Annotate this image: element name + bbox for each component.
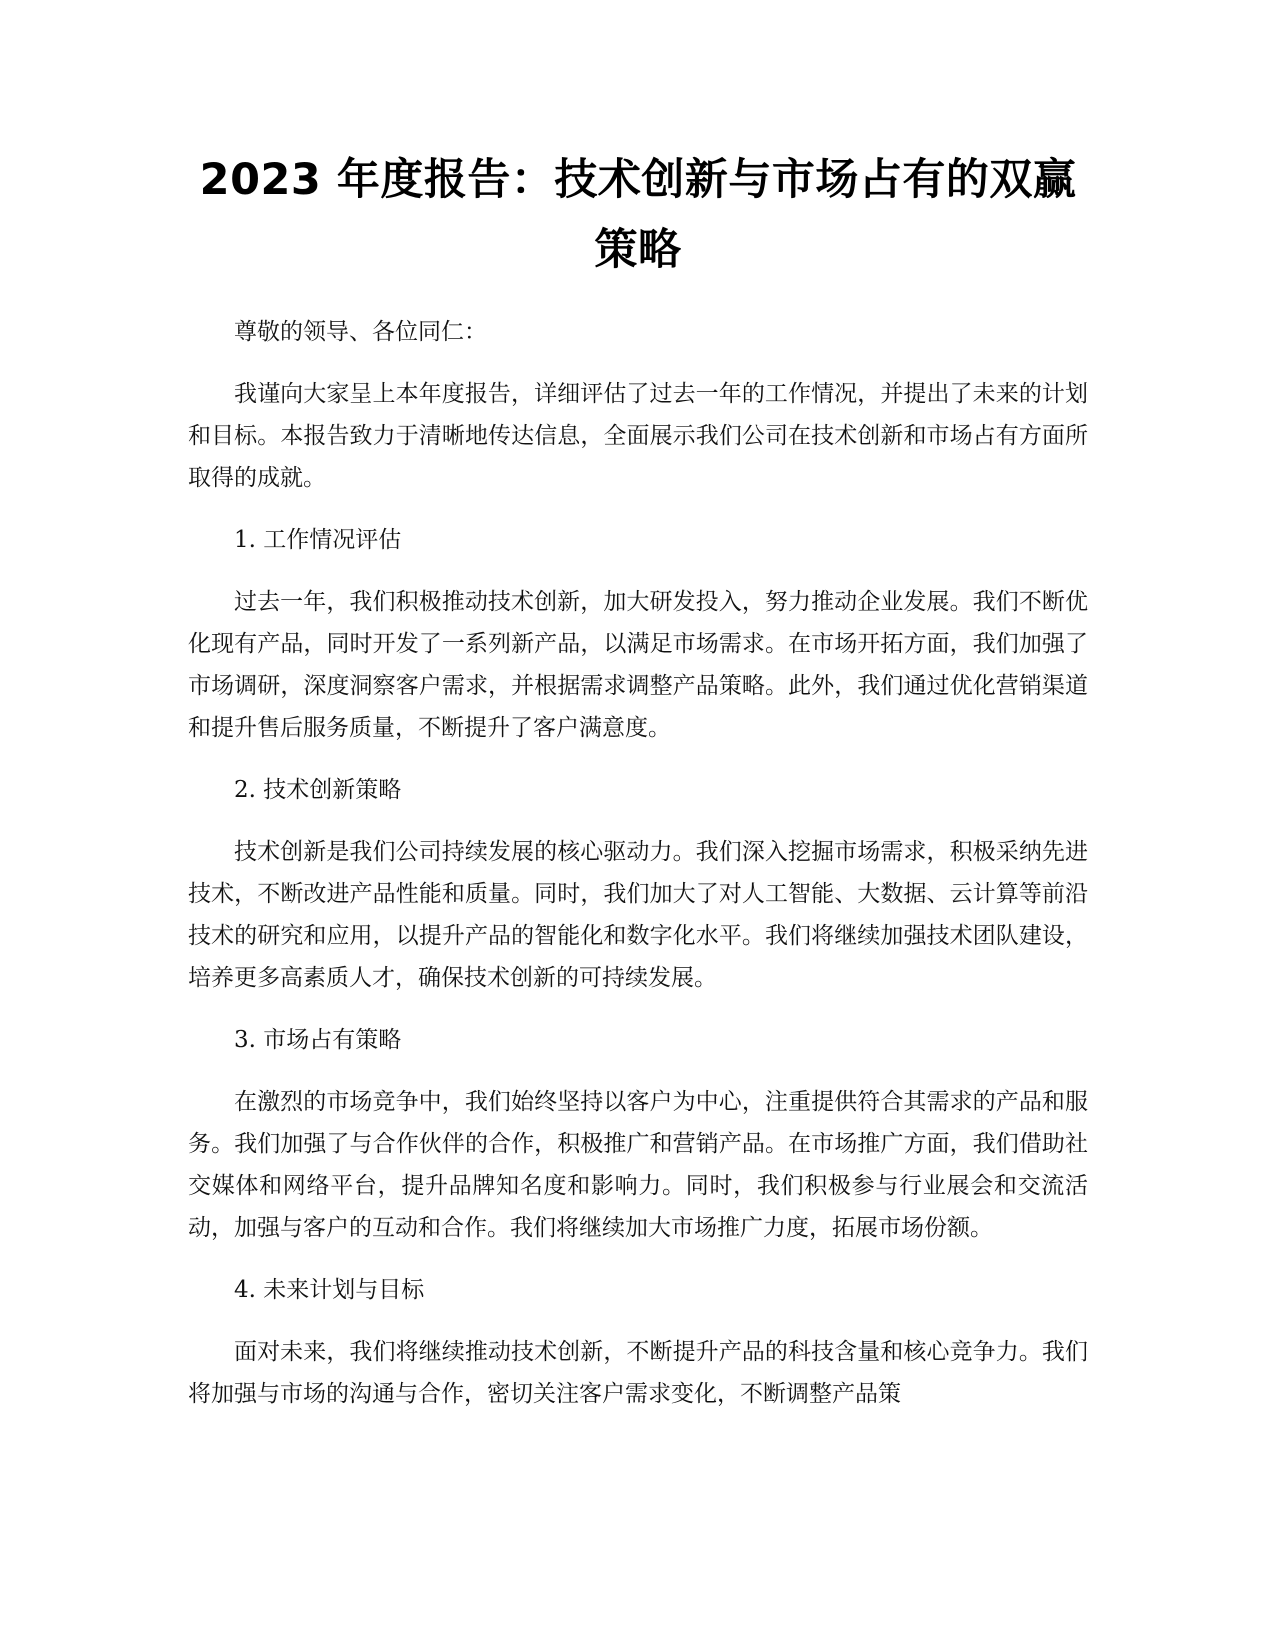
section-body-4: 面对未来，我们将继续推动技术创新，不断提升产品的科技含量和核心竞争力。我们将加强与市场的沟通与合作，密切关注客户需求变化，不断调整产品策 (188, 1339, 1088, 1407)
section-heading-2: 2. 技术创新策略 (234, 777, 402, 803)
section-heading-3: 3. 市场占有策略 (234, 1027, 402, 1053)
title-line-2: 策略 (594, 225, 682, 275)
intro-paragraph: 我谨向大家呈上本年度报告，详细评估了过去一年的工作情况，并提出了未来的计划和目标。本报告致力于清晰地传达信息，全面展示我们公司在技术创新和市场占有方面所取得的成就。 (188, 381, 1088, 491)
title-line-1: 2023 年度报告：技术创新与市场占有的双赢 (199, 155, 1077, 205)
section-body-2: 技术创新是我们公司持续发展的核心驱动力。我们深入挖掘市场需求，积极采纳先进技术，不断改进产品性能和质量。同时，我们加大了对人工智能、大数据、云计算等前沿技术的研究和应用，以提升产品的智能化和数字化水平。我们将继续加强技术团队建设，培养更多高素质人才，确保技术创新的可持续发展。 (188, 839, 1088, 991)
section-body-1: 过去一年，我们积极推动技术创新，加大研发投入，努力推动企业发展。我们不断优化现有产品，同时开发了一系列新产品，以满足市场需求。在市场开拓方面，我们加强了市场调研，深度洞察客户需求，并根据需求调整产品策略。此外，我们通过优化营销渠道和提升售后服务质量，不断提升了客户满意度。 (188, 589, 1088, 741)
document-page (188, 145, 1088, 1435)
document-title (188, 145, 1088, 285)
section-body-3: 在激烈的市场竞争中，我们始终坚持以客户为中心，注重提供符合其需求的产品和服务。我们加强了与合作伙伴的合作，积极推广和营销产品。在市场推广方面，我们借助社交媒体和网络平台，提升品牌知名度和影响力。同时，我们积极参与行业展会和交流活动，加强与客户的互动和合作。我们将继续加大市场推广力度，拓展市场份额。 (188, 1089, 1088, 1241)
salutation: 尊敬的领导、各位同仁： (234, 319, 487, 345)
section-heading-1: 1. 工作情况评估 (234, 527, 402, 553)
section-heading-4: 4. 未来计划与目标 (234, 1277, 425, 1303)
